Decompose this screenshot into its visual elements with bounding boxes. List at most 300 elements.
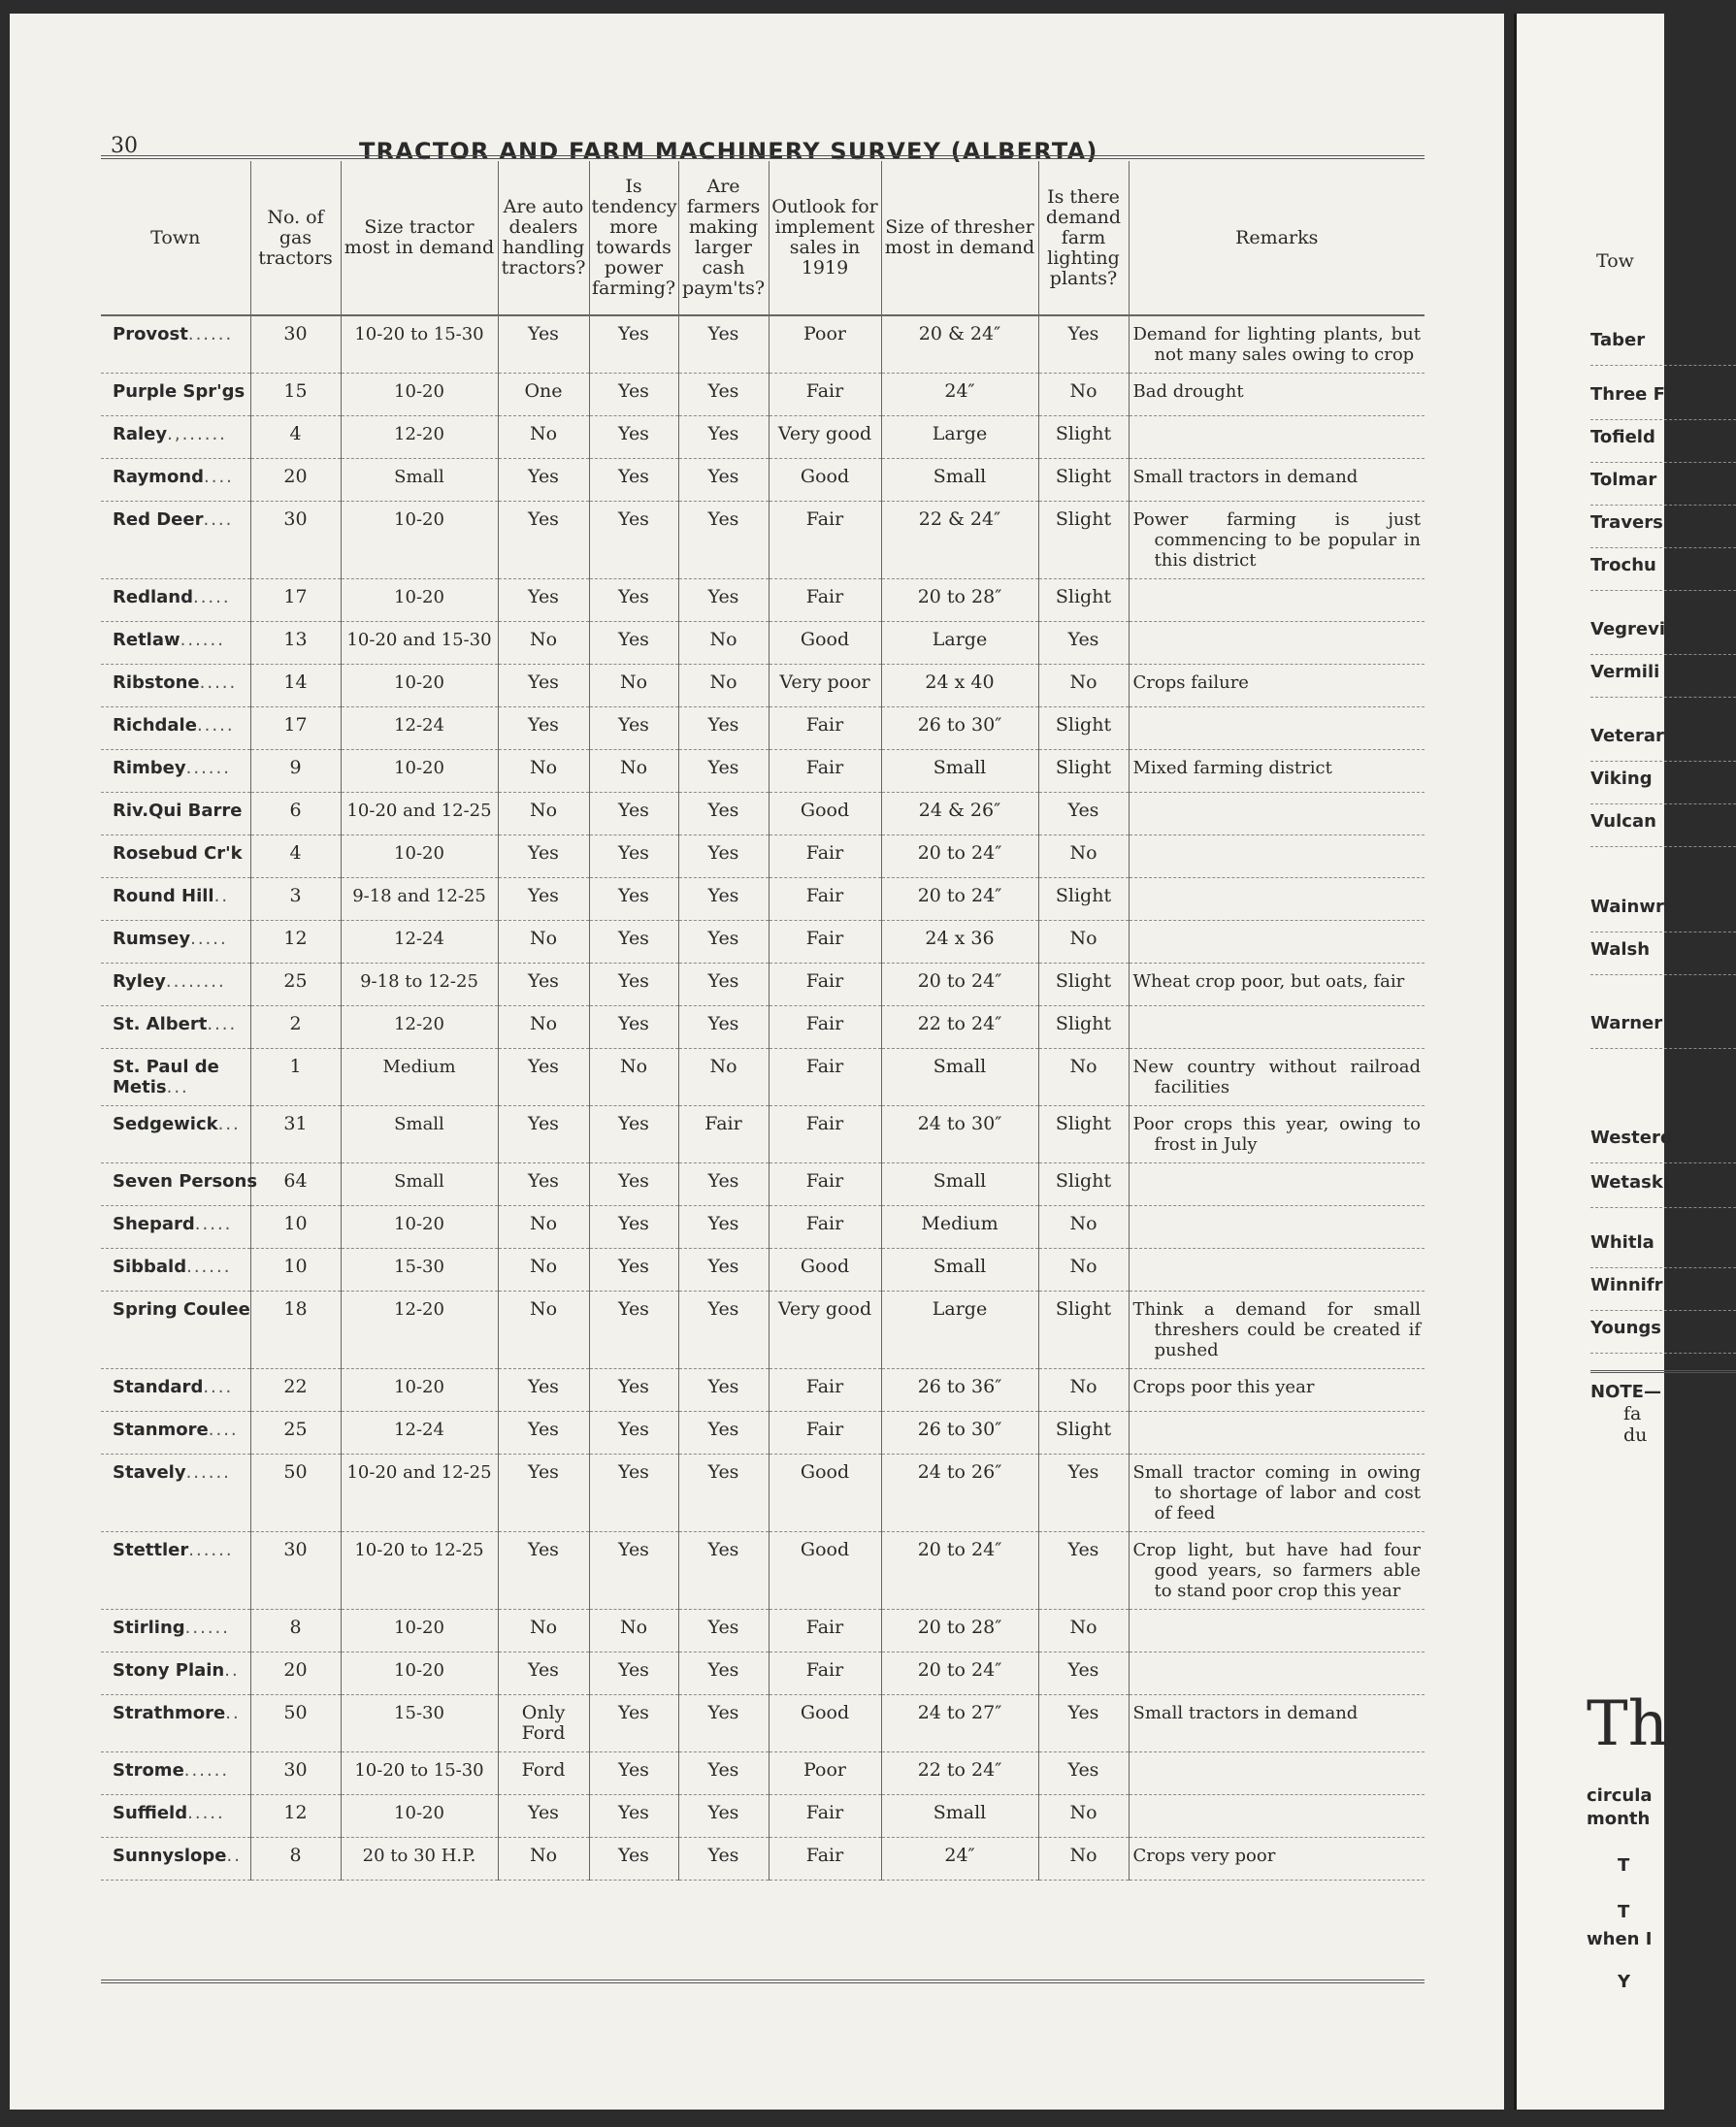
adjacent-town-name: Wainwr [1590, 897, 1664, 917]
remarks-cell [1129, 665, 1425, 707]
town-cell [101, 878, 250, 921]
tractors-cell: 15 [250, 374, 341, 416]
town-cell [101, 1610, 250, 1653]
power-cell: Yes [589, 1532, 678, 1610]
text-line-fragment: when I [1587, 1929, 1653, 1949]
size-cell: 10-20 [341, 665, 498, 707]
lighting-cell: Slight [1038, 416, 1129, 459]
table-row [101, 1412, 1425, 1455]
tractors-cell: 10 [250, 1249, 341, 1292]
remarks-cell [1129, 1106, 1425, 1163]
cash-cell: Yes [678, 416, 769, 459]
power-cell: Yes [589, 1795, 678, 1838]
adjacent-town-name: Vermili [1590, 662, 1660, 682]
cash-cell: Yes [678, 793, 769, 835]
lighting-cell: No [1038, 921, 1129, 964]
bottom-rule [101, 1980, 1425, 1983]
cash-cell: Yes [678, 1412, 769, 1455]
power-cell: Yes [589, 1653, 678, 1695]
outlook-cell: Good [769, 622, 881, 665]
outlook-cell: Fair [769, 1006, 881, 1049]
leader-dots: ...... [188, 1540, 234, 1560]
thresher-cell: 24 x 36 [881, 921, 1038, 964]
column-header: Size of thresher most in demand [881, 161, 1038, 315]
adjacent-town-name: Wetaski [1590, 1172, 1670, 1193]
auto-cell: No [498, 793, 589, 835]
town-cell [101, 835, 250, 878]
column-header: Size tractor most in demand [341, 161, 498, 315]
auto-cell: Ford [498, 1752, 589, 1795]
thresher-cell: 24 to 30″ [881, 1106, 1038, 1163]
leader-dots: .. [226, 1846, 242, 1866]
town-name: Retlaw [113, 630, 180, 650]
outlook-cell: Fair [769, 921, 881, 964]
remarks-text: Small tractor coming in owing to shortage of labor and cost of feed [1132, 1462, 1421, 1523]
remarks-cell [1129, 921, 1425, 964]
page-number: 30 [111, 134, 138, 158]
remarks-cell [1129, 707, 1425, 750]
outlook-cell: Good [769, 1455, 881, 1532]
size-cell: Small [341, 459, 498, 502]
size-cell: 10-20 [341, 502, 498, 579]
cash-cell: No [678, 665, 769, 707]
remarks-cell [1129, 459, 1425, 502]
town-cell [101, 793, 250, 835]
auto-cell: Yes [498, 1369, 589, 1412]
size-cell: 12-24 [341, 1412, 498, 1455]
tractors-cell: 18 [250, 1292, 341, 1369]
row-divider [1590, 505, 1736, 506]
outlook-cell: Very good [769, 416, 881, 459]
leader-dots: ........ [165, 971, 226, 992]
adjacent-town-name: Three F [1590, 384, 1665, 405]
table-row [101, 1206, 1425, 1249]
size-cell: 9-18 to 12-25 [341, 964, 498, 1006]
text-line-fragment: month [1587, 1809, 1651, 1829]
power-cell: No [589, 665, 678, 707]
table-row [101, 579, 1425, 622]
outlook-cell: Fair [769, 579, 881, 622]
town-name: Suffield [113, 1803, 188, 1823]
cash-cell: Yes [678, 502, 769, 579]
table-row [101, 1610, 1425, 1653]
tractors-cell: 3 [250, 878, 341, 921]
auto-cell: Only Ford [498, 1695, 589, 1752]
town-name: Purple Spr'gs [113, 381, 246, 402]
town-name: Stettler [113, 1540, 189, 1560]
remarks-text: Poor crops this year, owing to frost in July [1132, 1114, 1421, 1155]
size-cell: Small [341, 1106, 498, 1163]
lighting-cell: Yes [1038, 793, 1129, 835]
table-row [101, 1695, 1425, 1752]
cash-cell: Yes [678, 1838, 769, 1881]
remarks-cell [1129, 1695, 1425, 1752]
size-cell: 10-20 and 12-25 [341, 793, 498, 835]
table-row [101, 1292, 1425, 1369]
tractors-cell: 30 [250, 502, 341, 579]
top-rule [101, 155, 1425, 159]
town-cell [101, 1049, 250, 1106]
town-cell [101, 502, 250, 579]
town-cell [101, 964, 250, 1006]
town-name: Provost [113, 324, 188, 344]
size-cell: 10-20 [341, 1206, 498, 1249]
size-cell: 15-30 [341, 1249, 498, 1292]
cash-cell: Fair [678, 1106, 769, 1163]
leader-dots: .,...... [167, 424, 227, 444]
tractors-cell: 10 [250, 1206, 341, 1249]
town-cell [101, 622, 250, 665]
lighting-cell: Yes [1038, 1752, 1129, 1795]
adjacent-page-edge [1514, 14, 1673, 2110]
tractors-cell: 64 [250, 1163, 341, 1206]
power-cell: Yes [589, 1163, 678, 1206]
auto-cell: No [498, 622, 589, 665]
town-cell [101, 1653, 250, 1695]
town-cell [101, 1163, 258, 1206]
thresher-cell: 26 to 36″ [881, 1369, 1038, 1412]
outlook-cell: Fair [769, 1369, 881, 1412]
table-row [101, 1752, 1425, 1795]
row-divider [1590, 419, 1736, 420]
town-cell [101, 1695, 250, 1752]
outlook-cell: Fair [769, 1610, 881, 1653]
table-row [101, 878, 1425, 921]
lighting-cell: No [1038, 1206, 1129, 1249]
outlook-cell: Good [769, 459, 881, 502]
survey-table [101, 161, 1425, 1881]
tractors-cell: 13 [250, 622, 341, 665]
tractors-cell: 4 [250, 835, 341, 878]
table-row [101, 1653, 1425, 1695]
power-cell: Yes [589, 502, 678, 579]
remarks-text: Mixed farming district [1132, 758, 1332, 778]
power-cell: Yes [589, 1249, 678, 1292]
remarks-text: Wheat crop poor, but oats, fair [1132, 971, 1405, 992]
remarks-text: Crops poor this year [1132, 1377, 1315, 1397]
table-row [101, 459, 1425, 502]
lighting-cell: Yes [1038, 1532, 1129, 1610]
tractors-cell: 8 [250, 1838, 341, 1881]
adjacent-town-name: Taber [1590, 330, 1646, 350]
row-divider [1590, 1310, 1736, 1311]
auto-cell: Yes [498, 1049, 589, 1106]
size-cell: 12-20 [341, 1292, 498, 1369]
auto-cell: No [498, 1292, 589, 1369]
town-name: St. Paul de Metis [113, 1057, 219, 1097]
cash-cell: Yes [678, 579, 769, 622]
cash-cell: Yes [678, 315, 769, 374]
power-cell: No [589, 1610, 678, 1653]
table-row [101, 416, 1425, 459]
tractors-cell: 20 [250, 1653, 341, 1695]
cash-cell: Yes [678, 1369, 769, 1412]
size-cell: 10-20 [341, 374, 498, 416]
outlook-cell: Fair [769, 707, 881, 750]
text-line-fragment: circula [1587, 1785, 1653, 1806]
town-cell [101, 1369, 250, 1412]
outlook-cell: Fair [769, 374, 881, 416]
town-name: Raley [113, 424, 168, 444]
row-divider [1590, 1162, 1736, 1163]
cash-cell: Yes [678, 964, 769, 1006]
row-divider [1590, 932, 1736, 933]
column-header: Town [101, 161, 250, 315]
power-cell: Yes [589, 579, 678, 622]
lighting-cell: No [1038, 835, 1129, 878]
lighting-cell: No [1038, 1610, 1129, 1653]
power-cell: Yes [589, 1206, 678, 1249]
tractors-cell: 4 [250, 416, 341, 459]
town-name: St. Albert [113, 1014, 208, 1034]
thresher-cell: Small [881, 750, 1038, 793]
tractors-cell: 2 [250, 1006, 341, 1049]
size-cell: 12-24 [341, 707, 498, 750]
auto-cell: Yes [498, 707, 589, 750]
size-cell: 20 to 30 H.P. [341, 1838, 498, 1881]
row-divider [1590, 1353, 1736, 1354]
auto-cell: Yes [498, 1532, 589, 1610]
column-header: No. of gas tractors [250, 161, 341, 315]
remarks-cell [1129, 1412, 1425, 1455]
lighting-cell: Slight [1038, 1412, 1129, 1455]
auto-cell: No [498, 1838, 589, 1881]
table-row [101, 1369, 1425, 1412]
remarks-cell [1129, 579, 1425, 622]
town-name: Red Deer [113, 509, 204, 530]
lighting-cell: Slight [1038, 502, 1129, 579]
leader-dots: ..... [199, 672, 238, 693]
remarks-cell [1129, 1752, 1425, 1795]
table-row [101, 374, 1425, 416]
adjacent-town-name: Vegrevi [1590, 619, 1666, 639]
town-name: Ryley [113, 971, 166, 992]
size-cell: 12-20 [341, 416, 498, 459]
table-row [101, 315, 1425, 374]
thresher-cell: 20 to 24″ [881, 964, 1038, 1006]
thresher-cell: 22 to 24″ [881, 1752, 1038, 1795]
thresher-cell: 20 & 24″ [881, 315, 1038, 374]
power-cell: Yes [589, 416, 678, 459]
thresher-cell: 20 to 24″ [881, 835, 1038, 878]
leader-dots: .... [208, 1420, 239, 1440]
cash-cell: Yes [678, 1610, 769, 1653]
town-cell [101, 707, 250, 750]
thresher-cell: 26 to 30″ [881, 1412, 1038, 1455]
text-line-fragment: Y [1618, 1972, 1631, 1992]
auto-cell: No [498, 416, 589, 459]
row-divider [1590, 547, 1736, 548]
cash-cell: Yes [678, 1163, 769, 1206]
leader-dots: ..... [192, 587, 231, 607]
table-row [101, 1455, 1425, 1532]
auto-cell: Yes [498, 1163, 589, 1206]
size-cell: 10-20 [341, 1795, 498, 1838]
table-body [101, 315, 1425, 1881]
table-row [101, 793, 1425, 835]
power-cell: Yes [589, 1369, 678, 1412]
thresher-cell: 20 to 24″ [881, 1532, 1038, 1610]
remarks-text: Think a demand for small threshers could be created if pushed [1132, 1299, 1421, 1360]
town-name: Strome [113, 1760, 184, 1781]
remarks-cell [1129, 1455, 1425, 1532]
lighting-cell: Slight [1038, 964, 1129, 1006]
outlook-cell: Good [769, 1249, 881, 1292]
town-cell [101, 1249, 250, 1292]
town-name: Spring Coulee [113, 1299, 250, 1320]
thresher-cell: 24″ [881, 1838, 1038, 1881]
outlook-cell: Fair [769, 750, 881, 793]
adjacent-town-name: Tolmar [1590, 470, 1657, 490]
note-label: NOTE— [1590, 1382, 1661, 1402]
remarks-text: New country without railroad facilities [1132, 1057, 1421, 1097]
power-cell: Yes [589, 1455, 678, 1532]
lighting-cell: Slight [1038, 459, 1129, 502]
size-cell: 10-20 and 12-25 [341, 1455, 498, 1532]
table-row [101, 1106, 1425, 1163]
adjacent-town-name: Youngs [1590, 1318, 1661, 1338]
town-cell [101, 1838, 250, 1881]
table-row [101, 1838, 1425, 1881]
lighting-cell: No [1038, 665, 1129, 707]
leader-dots: ...... [180, 630, 225, 650]
leader-dots: ... [217, 1114, 241, 1134]
size-cell: 10-20 and 15-30 [341, 622, 498, 665]
town-cell [101, 374, 250, 416]
lighting-cell: Slight [1038, 579, 1129, 622]
tractors-cell: 9 [250, 750, 341, 793]
leader-dots: .... [203, 1377, 234, 1397]
row-divider [1590, 1267, 1736, 1268]
town-name: Stavely [113, 1462, 186, 1483]
size-cell: 15-30 [341, 1695, 498, 1752]
lighting-cell: Slight [1038, 878, 1129, 921]
cash-cell: Yes [678, 1653, 769, 1695]
thresher-cell: 24″ [881, 374, 1038, 416]
outlook-cell: Poor [769, 1752, 881, 1795]
leader-dots: ...... [183, 1760, 230, 1781]
power-cell: Yes [589, 835, 678, 878]
column-header: Outlook for implement sales in 1919 [769, 161, 881, 315]
adjacent-town-name: Westerd [1590, 1128, 1673, 1148]
outlook-cell: Fair [769, 964, 881, 1006]
table-row [101, 1006, 1425, 1049]
column-header: Are auto dealers handling tractors? [498, 161, 589, 315]
table-header-row [101, 161, 1425, 315]
size-cell: 9-18 and 12-25 [341, 878, 498, 921]
remarks-text: Crops very poor [1132, 1846, 1276, 1866]
table-row [101, 1163, 1425, 1206]
auto-cell: Yes [498, 1412, 589, 1455]
remarks-cell [1129, 1049, 1425, 1106]
auto-cell: Yes [498, 878, 589, 921]
tractors-cell: 12 [250, 1795, 341, 1838]
thresher-cell: 20 to 28″ [881, 579, 1038, 622]
tractors-cell: 6 [250, 793, 341, 835]
auto-cell: Yes [498, 964, 589, 1006]
text-line-fragment: T [1618, 1855, 1630, 1876]
town-cell [101, 1292, 250, 1369]
town-name: Rimbey [113, 758, 186, 778]
town-name: Sedgewick [113, 1114, 218, 1134]
outlook-cell: Fair [769, 1206, 881, 1249]
cash-cell: Yes [678, 459, 769, 502]
auto-cell: Yes [498, 315, 589, 374]
outlook-cell: Good [769, 1695, 881, 1752]
text-line-fragment: T [1618, 1902, 1630, 1922]
cash-cell: Yes [678, 374, 769, 416]
row-divider [1590, 761, 1736, 762]
lighting-cell: No [1038, 1838, 1129, 1881]
town-cell [101, 1455, 250, 1532]
auto-cell: No [498, 750, 589, 793]
thresher-cell: Large [881, 416, 1038, 459]
tractors-cell: 30 [250, 1532, 341, 1610]
cash-cell: Yes [678, 1795, 769, 1838]
leader-dots: ...... [186, 1257, 232, 1277]
town-name: Standard [113, 1377, 204, 1397]
thresher-cell: 24 x 40 [881, 665, 1038, 707]
cash-cell: Yes [678, 1292, 769, 1369]
size-cell: 10-20 [341, 835, 498, 878]
town-name: Stony Plain [113, 1660, 225, 1681]
lighting-cell: Yes [1038, 315, 1129, 374]
power-cell: Yes [589, 374, 678, 416]
table-row [101, 1049, 1425, 1106]
remarks-cell [1129, 622, 1425, 665]
power-cell: Yes [589, 1292, 678, 1369]
table-row [101, 835, 1425, 878]
leader-dots: ..... [187, 1803, 225, 1823]
power-cell: Yes [589, 1838, 678, 1881]
thresher-cell: 22 & 24″ [881, 502, 1038, 579]
size-cell: Small [341, 1163, 498, 1206]
tractors-cell: 20 [250, 459, 341, 502]
remarks-cell [1129, 1369, 1425, 1412]
thresher-cell: 24 to 26″ [881, 1455, 1038, 1532]
thresher-cell: Small [881, 1795, 1038, 1838]
thresher-cell: Small [881, 1049, 1038, 1106]
table-row [101, 964, 1425, 1006]
remarks-cell [1129, 1249, 1425, 1292]
town-cell [101, 1006, 250, 1049]
size-cell: 10-20 [341, 1653, 498, 1695]
row-divider [1590, 590, 1736, 591]
power-cell: Yes [589, 1106, 678, 1163]
lighting-cell: No [1038, 374, 1129, 416]
remarks-cell [1129, 1532, 1425, 1610]
leader-dots: ...... [184, 1618, 230, 1638]
row-divider [1590, 1207, 1736, 1208]
row-divider [1590, 365, 1736, 366]
size-cell: 12-24 [341, 921, 498, 964]
power-cell: Yes [589, 707, 678, 750]
tractors-cell: 8 [250, 1610, 341, 1653]
town-cell [101, 665, 250, 707]
leader-dots: ... [166, 1077, 189, 1097]
power-cell: Yes [589, 1695, 678, 1752]
auto-cell: Yes [498, 665, 589, 707]
town-name: Richdale [113, 715, 197, 736]
size-cell: 10-20 [341, 1610, 498, 1653]
tractors-cell: 17 [250, 579, 341, 622]
cash-cell: Yes [678, 750, 769, 793]
town-cell [101, 1412, 250, 1455]
thresher-cell: 24 & 26″ [881, 793, 1038, 835]
row-divider [1590, 654, 1736, 655]
auto-cell: No [498, 1206, 589, 1249]
auto-cell: Yes [498, 1795, 589, 1838]
